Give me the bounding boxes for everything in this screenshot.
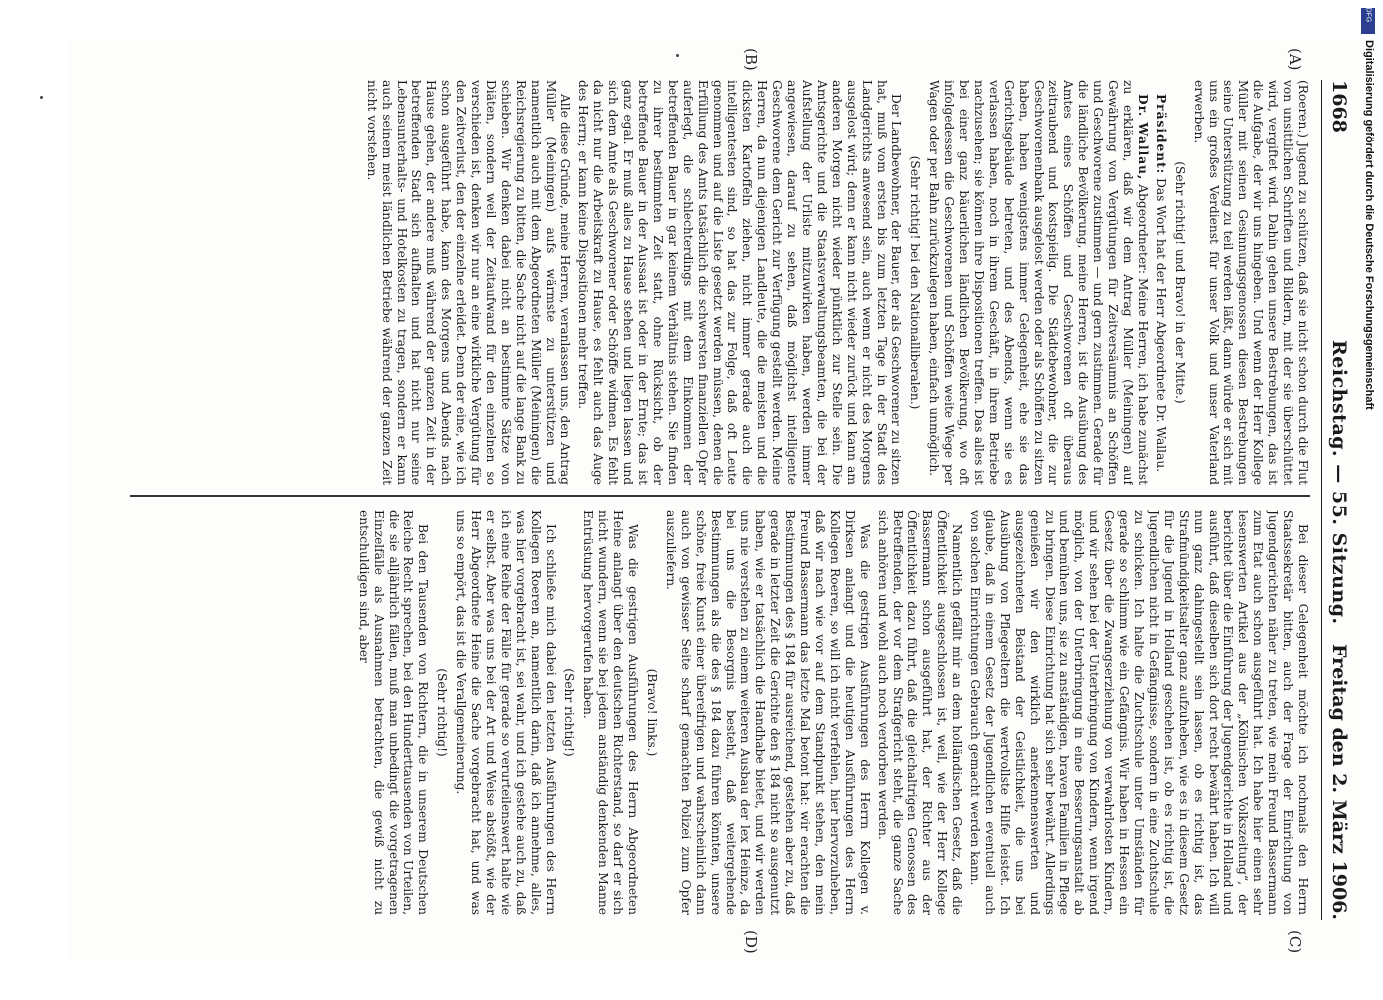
margin-marker-a: (A) [1286,48,1304,71]
column-divider [130,495,1310,497]
session-date: Freitag den 2. März 1906. [1328,644,1350,920]
paragraph: (Roeren.) Jugend zu schützen, daß sie nicht schon durch die Flut von unsittlichen Schriften und Bildern, mit der sie überschüttet wird, vergiftet wird. Dahin gehen unsere Bestrebungen, das ist die Aufgabe, der wir uns hingeben. Und wenn der Herr Kollege Müller mit seinen Gesinnungsgenossen diesen Bestrebungen seine Unterstützung zu teil werden läßt, dann würde er sich mit uns ein großes Verdienst für unser Volk und unser Vaterland erwerben. [1191,80,1310,485]
dfg-logo: DFG [1361,8,1375,34]
left-text-column [130,80,1310,485]
digitization-note-text: Digitalisierung gefördert durch die Deutsche Forschungsgemeinschaft [1363,40,1375,410]
interjection: (Sehr richtig!) [562,668,577,757]
interjection: (Bravo! links.) [645,668,660,757]
page-number: 1668 [1328,80,1350,133]
speech-text: Das Wort hat der Herr Abgeordnete Dr. Wallau. [1153,178,1168,473]
margin-marker-c: (C) [1286,930,1304,954]
interjection: (Sehr richtig!) [435,668,450,757]
digitization-note [1357,40,1379,740]
speaker-label: Präsident: [1153,94,1168,175]
scan-speck [676,54,679,57]
paragraph [926,80,1150,485]
paragraph: Namentlich gefällt mir an dem holländischen Gesetz, daß die Öffentlichkeit ausgeschlossen ist, weil, wie der Herr Kollege Bassermann schon ausgeführt hat, der Richter aus der Öffentlichkeit dazu führt, daß die gleichaltrigen Genossen des Betreffenden, der vor dem Strafgericht steht, die ganze Sache sich anhören und wohl auch noch verdorben werden. [875,510,965,915]
scan-speck [40,96,43,99]
paragraph: Alle diese Gründe, meine Herren, veranlassen uns, den Antrag Müller (Meiningen) aufs wärmste zu unterstützen und namentlich auch mit dem Abgeordneten Müller (Meiningen) die Reichsregierung zu bitten, die Sache nicht auf die lange Bank zu schieben. Wir denken dabei nicht an bestimmte Sätze von Diäten, sondern weil der Zeitaufwand für den einzelnen so verschieden ist, denken wir nur an eine wirkliche Vergütung für den Zeitverlust, den der einzelne erleidet. Denn der eine, wie ich schon ausgeführt habe, kann des Morgens und Abends nach Hause gehen, der andere muß während der ganzen Zeit in der betreffenden Stadt sich aufhalten und hat nicht nur seine Lebensunterhalts- und Hotelkosten zu tragen, sondern er kann auch seinem meist ländlichen Betriebe während der ganzen Zeit nicht vorstehen. [364,80,573,485]
paragraph: Ich schließe mich dabei den letzten Ausführungen des Herrn Kollegen Roeren an, namentlich darin, daß ich annehme, alles, was hier vorgebracht ist, sei wahr, und ich gestehe auch zu, daß ich eine Reihe der Fälle für gerade so verurteilenswert halte wie er selbst. Aber was uns bei der Art und Weise abstößt, wie der Herr Abgeordnete Heine die Sache vorgebracht hat, und was uns so empört, das ist die Verallgemeinerung. [454,510,558,915]
paragraph: Der Landbewohner, der Bauer, der als Geschworener zu sitzen hat, muß vom ersten bis zum letzten Tage in der Stadt des Landgerichts anwesend sein, auch wenn er nicht des Morgens ausgelost wird; denn er kann nicht wieder zurück und kann am anderen Morgen nicht wieder pünktlich zur Stelle sein. Die Amtsgerichte und die Staatsverwaltungsbeamten, die bei der Aufstellung der Urliste mitzuwirken haben, werden immer angewiesen, darauf zu sehen, daß möglichst intelligente Geschworene dem Gericht zur Verfügung gestellt werden. Meine Herren, da nun diejenigen Landleute, die die meisten und die dicksten Kartoffeln ziehen, nicht immer gerade auch die intelligentesten sind, so hat das zur Folge, daß oft Leute genommen und auf die Liste gesetzt werden müssen, denen die Erfüllung des Amts tatsächlich die schwersten finanziellen Opfer auferlegt, die schlechterdings mit dem Einkommen der betreffenden Bauer in gar keinem Verhältnis stehen. Sie finden zu ihrer bestimmten Zeit statt, ohne Rücksicht, ob der betreffende Bauer in der Aussaat ist oder in der Ernte; das ist ganz egal. Er muß alles zu Hause stehen und liegen lassen und sich dem Amte als Geschworener oder Schöffe widmen. Es fehlt da nicht nur die Arbeitskraft zu Hause, es fehlt auch das Auge des Herrn; er kann keine Dispositionen mehr treffen. [576,80,904,485]
paragraph [1153,80,1168,485]
margin-marker-b: (B) [742,48,760,71]
paragraph: Was die gestrigen Ausführungen des Herrn Abgeordneten Heine anlangt über den deutschen Richterstand, so darf er sich nicht wundern, wenn sie bei jedem anständig denkenden Manne Entrüstung hervorgerufen haben. [581,510,641,915]
paragraph: Bei dieser Gelegenheit möchte ich nochmals den Herrn Staatssekretär bitten, auch der Frage der Einrichtung von Jugendgerichten näher zu treten, wie mein Freund Bassermann zum Etat auch schon ausgeführt hat. Ich habe hier einen sehr lesenswerten Artikel aus der „Kölnischen Volkszeitung“, der berichtet über die Einführung der Jugendgerichte in Holland und ausführt, daß dieselben sich dort recht bewährt haben. Ich will nun ganz dahingestellt sein lassen, ob es richtig ist, das Strafmündigkeitsalter ganz aufzuheben, wie es in diesem Gesetz für die Jugend in Holland geschehen ist, ob es richtig ist, die Jugendlichen nicht in Gefängnisse, sondern in eine Zuchtschule zu schicken. Ich halte die Zuchtschule unter Umständen für gerade so schlimm wie ein Gefängnis. Wir haben in Hessen ein Gesetz über die Zwangserziehung von verwahrlosten Kindern, und wir sehen bei der Unterbringung von Kindern, wenn irgend möglich, von der Unterbringung in eine Besserungsanstalt ab und bemühen uns, sie zu anständigen, braven Familien in Pflege zu bringen. Diese Einrichtung hat sich sehr bewährt. Allerdings genießen wir den wirklich anerkennenswerten und ausgezeichneten Beistand der Geistlichkeit, die uns bei Ausübung von Pflegeeltern die wertvollste Hilfe leistet. Ich glaube, daß in einem Gesetz der Jugendlichen eventuell auch von solchen Einrichtungen Gebrauch gemacht werden kann. [968,510,1310,915]
speaker-label: Dr. Wallau, [1135,94,1150,181]
paragraph: Bei den Tausenden von Richtern, die in unserem Deutschen Reiche Recht sprechen, bei den Hunderttausenden von Urteilen, die sie alljährlich fällen, muß man unbedingt die vorgetragenen Einzelfälle als Ausnahmen betrachten, die gewiß nicht zu entschuldigen sind, aber [356,510,431,915]
paragraph: Was die gestrigen Ausführungen des Herrn Kollegen v. Dirksen anlangt und die heutigen Ausführungen des Herrn Kollegen Roeren, so will ich nicht verfehlen, hier hervorzuheben, daß wir nach wie vor auf dem Standpunkt stehen, den mein Freund Bassermann das letzte Mal betont hat: wir erachten die Bestimmungen des § 184 für ausreichend, gestehen aber zu, daß gerade in letzter Zeit die Gerichte den § 184 nicht so ausgenutzt haben, wie er tatsächlich die Handhabe bietet, und wir werden uns nie verstehen zu einem weiteren Ausbau der lex Heinze, da bei uns die Besorgnis besteht, daß weitergehende Bestimmungen als die des § 184 dazu führen könnten, unsere schöne, freie Kunst einer übereifrigen und wahrscheinlich dann auch von gewisser Seite scharf gemachten Polizei zum Opfer auszuliefern. [663,510,872,915]
interjection: (Sehr richtig! und Bravo! in der Mitte.) [1172,161,1187,404]
session-title: Reichstag. — 55. Sitzung. [1328,340,1350,625]
margin-marker-d: (D) [742,930,760,954]
running-head [1321,80,1352,920]
speech-text: Abgeordneter: Meine Herren, ich habe zunächst zu erklären, daß wir dem Antrag Müller (Meiningen) auf Gewährung von Vergütungen für Zeitversäumnis an Schöffen und Geschworene zustimmen — und gern zustimmen. Gerade für die ländliche Bevölkerung, meine Herren, ist die Ausübung des Amtes eines Schöffen und Geschworenen oft überaus zeitraubend und kostspielig. Die Städtebewohner, die zur Geschworenenbank ausgelost werden oder als Schöffen zu sitzen haben, haben wenigstens immer Gelegenheit, ehe sie das Gerichtsgebäude betreten, und des Abends, wenn sie es verlassen haben, noch in ihrem Geschäft, in ihrem Betriebe nachzusehen; sie können ihre Dispositionen treffen. Das alles ist bei einer ganz bäuerlichen ländlichen Bevölkerung, wo oft infolgedessen die Geschworenen und Schöffen weite Wege per Wagen oder per Bahn zurückzulegen haben, einfach unmöglich. [927,80,1150,485]
interjection: (Sehr richtig! bei den Nationalliberalen.) [908,155,923,410]
document-page [70,40,1360,960]
right-text-column [130,510,1310,915]
